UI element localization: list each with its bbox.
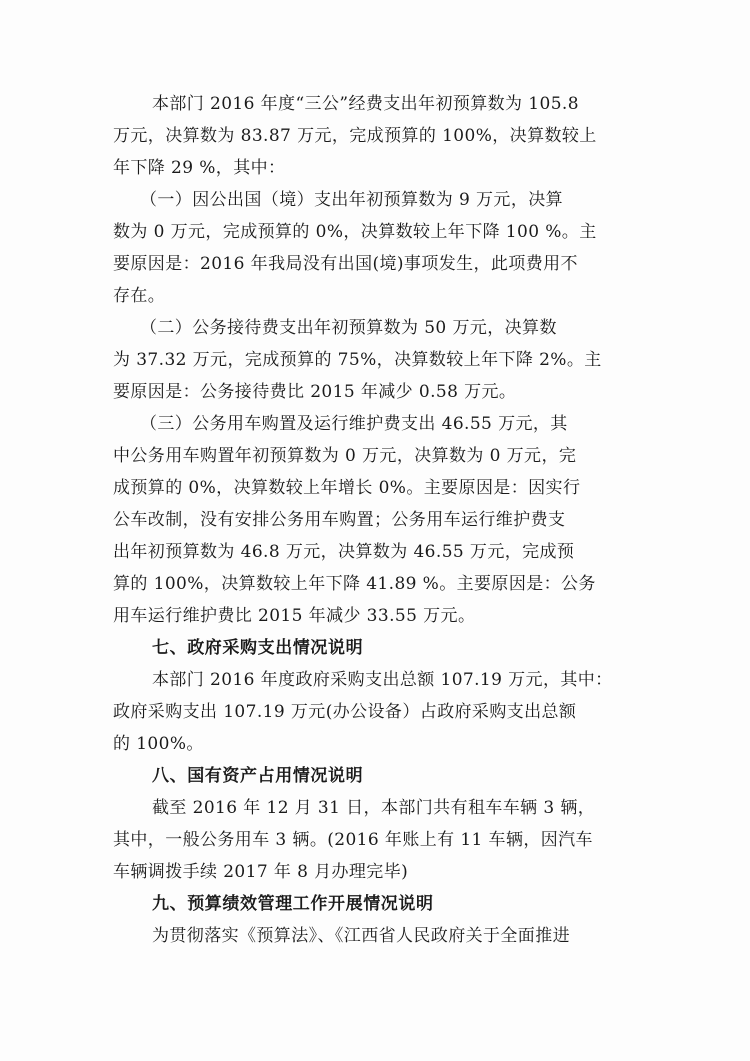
paragraph-procurement-line-1: 本部门 2016 年度政府采购支出总额 107.19 万元，其中：	[152, 670, 613, 690]
paragraph-vehicle-line-4: 公车改制，没有安排公务用车购置；公务用车运行维护费支	[113, 510, 566, 530]
paragraph-procurement-line-2: 政府采购支出 107.19 万元(办公设备）占政府采购支出总额	[113, 702, 577, 722]
paragraph-abroad-line-2: 数为 0 万元，完成预算的 0%，决算数较上年下降 100 %。主	[113, 222, 597, 242]
paragraph-vehicle-line-6: 算的 100%，决算数较上年下降 41.89 %。主要原因是：公务	[113, 574, 596, 594]
paragraph-abroad-line-1: （一）因公出国（境）支出年初预算数为 9 万元，决算	[140, 190, 564, 210]
paragraph-reception-line-2: 为 37.32 万元，完成预算的 75%，决算数较上年下降 2%。主	[113, 350, 602, 370]
paragraph-assets-line-1: 截至 2016 年 12 月 31 日，本部门共有租车车辆 3 辆，	[152, 798, 596, 818]
paragraph-vehicle-line-3: 成预算的 0%，决算数较上年增长 0%。主要原因是：因实行	[113, 478, 581, 498]
paragraph-assets-line-2: 其中，一般公务用车 3 辆。(2016 年账上有 11 车辆，因汽车	[113, 830, 593, 850]
section-heading-procurement: 七、政府采购支出情况说明	[152, 638, 364, 658]
section-heading-performance: 九、预算绩效管理工作开展情况说明	[152, 894, 434, 914]
paragraph-sanggong-line-1: 本部门 2016 年度“三公”经费支出年初预算数为 105.8	[152, 94, 579, 114]
paragraph-vehicle-line-5: 出年初预算数为 46.8 万元，决算数为 46.55 万元，完成预	[113, 542, 575, 562]
section-heading-assets: 八、国有资产占用情况说明	[152, 766, 364, 786]
paragraph-reception-line-3: 要原因是：公务接待费比 2015 年减少 0.58 万元。	[113, 382, 517, 402]
paragraph-procurement-line-3: 的 100%。	[113, 734, 204, 754]
paragraph-vehicle-line-7: 用车运行维护费比 2015 年减少 33.55 万元。	[113, 606, 476, 626]
paragraph-sanggong-line-2: 万元，决算数为 83.87 万元，完成预算的 100%，决算数较上	[113, 126, 597, 146]
paragraph-abroad-line-3: 要原因是：2016 年我局没有出国(境)事项发生，此项费用不	[113, 254, 578, 274]
paragraph-abroad-line-4: 存在。	[113, 286, 166, 306]
paragraph-performance-line-1: 为贯彻落实《预算法》、《江西省人民政府关于全面推进	[152, 926, 570, 946]
paragraph-assets-line-3: 车辆调拨手续 2017 年 8 月办理完毕)	[113, 862, 409, 882]
paragraph-vehicle-line-2: 中公务用车购置年初预算数为 0 万元，决算数为 0 万元，完	[113, 446, 577, 466]
paragraph-sanggong-line-3: 年下降 29 %，其中：	[113, 158, 286, 178]
paragraph-vehicle-line-1: （三）公务用车购置及运行维护费支出 46.55 万元，其	[140, 414, 568, 434]
paragraph-reception-line-1: （二）公务接待费支出年初预算数为 50 万元，决算数	[140, 318, 557, 338]
